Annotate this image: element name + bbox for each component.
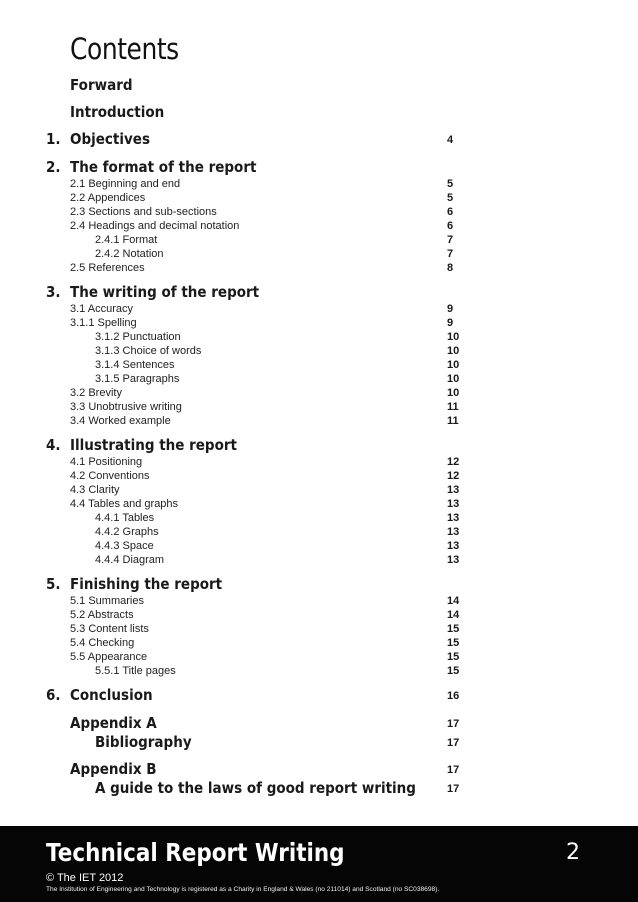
- toc-page-number: 5: [447, 192, 454, 204]
- toc-entry-label: 5.2 Abstracts: [70, 609, 134, 621]
- toc-page-number: 17: [447, 783, 460, 795]
- toc-entry-label: 4.4.4 Diagram: [95, 554, 165, 566]
- toc-entry-label: 5.5 Appearance: [70, 651, 148, 663]
- toc-page-number: 12: [447, 456, 460, 468]
- toc-entry-label: 2.2 Appendices: [70, 192, 146, 204]
- toc-entry-label: 3.1.5 Paragraphs: [95, 373, 180, 385]
- toc-page-number: 15: [447, 665, 460, 677]
- toc-section-number: 2.: [46, 158, 61, 176]
- toc-page-number: 6: [447, 220, 454, 232]
- toc-entry-label: 4.1 Positioning: [70, 456, 143, 468]
- toc-page-number: 7: [447, 234, 454, 246]
- footer-charity-note: The Institution of Engineering and Technology is registered as a Charity in England & Wales (no 211014) and Scotland (no SC038698).: [46, 886, 440, 893]
- toc-page-number: 13: [447, 554, 460, 566]
- toc-entry-label: 4.4.3 Space: [95, 540, 154, 552]
- toc-page-number: 13: [447, 484, 460, 496]
- footer-page-number: 2: [566, 840, 580, 865]
- toc-page-number: 8: [447, 262, 454, 274]
- toc-entry-label: 3.2 Brevity: [70, 387, 122, 399]
- toc-page-number: 14: [447, 595, 460, 607]
- toc-page-number: 15: [447, 651, 460, 663]
- toc-entry-label: A guide to the laws of good report writing: [95, 779, 416, 797]
- toc-entry-label: 3.1 Accuracy: [70, 303, 133, 315]
- toc-page-number: 10: [447, 387, 460, 399]
- toc-page-number: 15: [447, 637, 460, 649]
- toc-page-number: 7: [447, 248, 454, 260]
- toc-page-number: 13: [447, 540, 460, 552]
- toc-entry-label: 3.1.1 Spelling: [70, 317, 137, 329]
- page-footer: [0, 826, 638, 902]
- toc-entry-label: 5.1 Summaries: [70, 595, 144, 607]
- toc-page-number: 17: [447, 764, 460, 776]
- toc-entry-label: Conclusion: [70, 686, 153, 704]
- toc-page-number: 10: [447, 345, 460, 357]
- toc-page-number: 15: [447, 623, 460, 635]
- toc-entry-label: 3.1.4 Sentences: [95, 359, 175, 371]
- toc-page-number: 9: [447, 303, 454, 315]
- toc-page-number: 10: [447, 331, 460, 343]
- toc-entry-label: 2.4.1 Format: [95, 234, 158, 246]
- toc-page-number: 9: [447, 317, 454, 329]
- toc-page-number: 17: [447, 737, 460, 749]
- toc-page-number: 13: [447, 498, 460, 510]
- toc-page-number: 13: [447, 512, 460, 524]
- toc-entry-label: 2.5 References: [70, 262, 145, 274]
- toc-entry-label: The writing of the report: [70, 283, 260, 301]
- toc-page-number: 10: [447, 359, 460, 371]
- toc-entry-label: 2.3 Sections and sub-sections: [70, 206, 217, 218]
- toc-entry-label: 5.4 Checking: [70, 637, 135, 649]
- toc-page-number: 13: [447, 526, 460, 538]
- toc-page-number: 17: [447, 718, 460, 730]
- toc-entry-label: 3.1.2 Punctuation: [95, 331, 181, 343]
- toc-page-number: 10: [447, 373, 460, 385]
- toc-entry-label: 3.4 Worked example: [70, 415, 171, 427]
- toc-entry-label: Introduction: [70, 103, 165, 121]
- toc-entry-label: 4.4 Tables and graphs: [70, 498, 179, 510]
- toc-page-number: 12: [447, 470, 460, 482]
- toc-entry-label: Illustrating the report: [70, 436, 237, 454]
- toc-entry-label: Forward: [70, 76, 133, 94]
- toc-section-number: 5.: [46, 575, 61, 593]
- toc-entry-label: 2.4 Headings and decimal notation: [70, 220, 240, 232]
- toc-page-number: 11: [447, 401, 459, 413]
- toc-page-number: 6: [447, 206, 454, 218]
- toc-page-number: 5: [447, 178, 454, 190]
- page-title: Contents: [70, 32, 179, 66]
- toc-section-number: 4.: [46, 436, 61, 454]
- toc-entry-label: 5.5.1 Title pages: [95, 665, 176, 677]
- toc-entry-label: 4.3 Clarity: [70, 484, 120, 496]
- toc-entry-label: Finishing the report: [70, 575, 223, 593]
- toc-page-number: 11: [447, 415, 459, 427]
- toc-section-number: 1.: [46, 130, 61, 148]
- toc-section-number: 3.: [46, 283, 61, 301]
- toc-entry-label: The format of the report: [70, 158, 257, 176]
- toc-entry-label: 2.4.2 Notation: [95, 248, 164, 260]
- toc-section-number: 6.: [46, 686, 61, 704]
- toc-page-number: 16: [447, 690, 460, 702]
- toc-entry-label: Objectives: [70, 130, 151, 148]
- toc-entry-label: 2.1 Beginning and end: [70, 178, 181, 190]
- toc-entry-label: 4.2 Conventions: [70, 470, 150, 482]
- toc-entry-label: Bibliography: [95, 733, 192, 751]
- toc-page-number: 4: [447, 134, 454, 146]
- toc-entry-label: 4.4.1 Tables: [95, 512, 155, 524]
- footer-copyright: © The IET 2012: [46, 872, 124, 884]
- toc-page-number: 14: [447, 609, 460, 621]
- toc-entry-label: 5.3 Content lists: [70, 623, 149, 635]
- toc-entry-label: Appendix A: [70, 714, 157, 732]
- toc-entry-label: 4.4.2 Graphs: [95, 526, 159, 538]
- toc-entry-label: Appendix B: [70, 760, 157, 778]
- toc-entry-label: 3.1.3 Choice of words: [95, 345, 202, 357]
- toc-entry-label: 3.3 Unobtrusive writing: [70, 401, 182, 413]
- footer-title: Technical Report Writing: [46, 838, 345, 867]
